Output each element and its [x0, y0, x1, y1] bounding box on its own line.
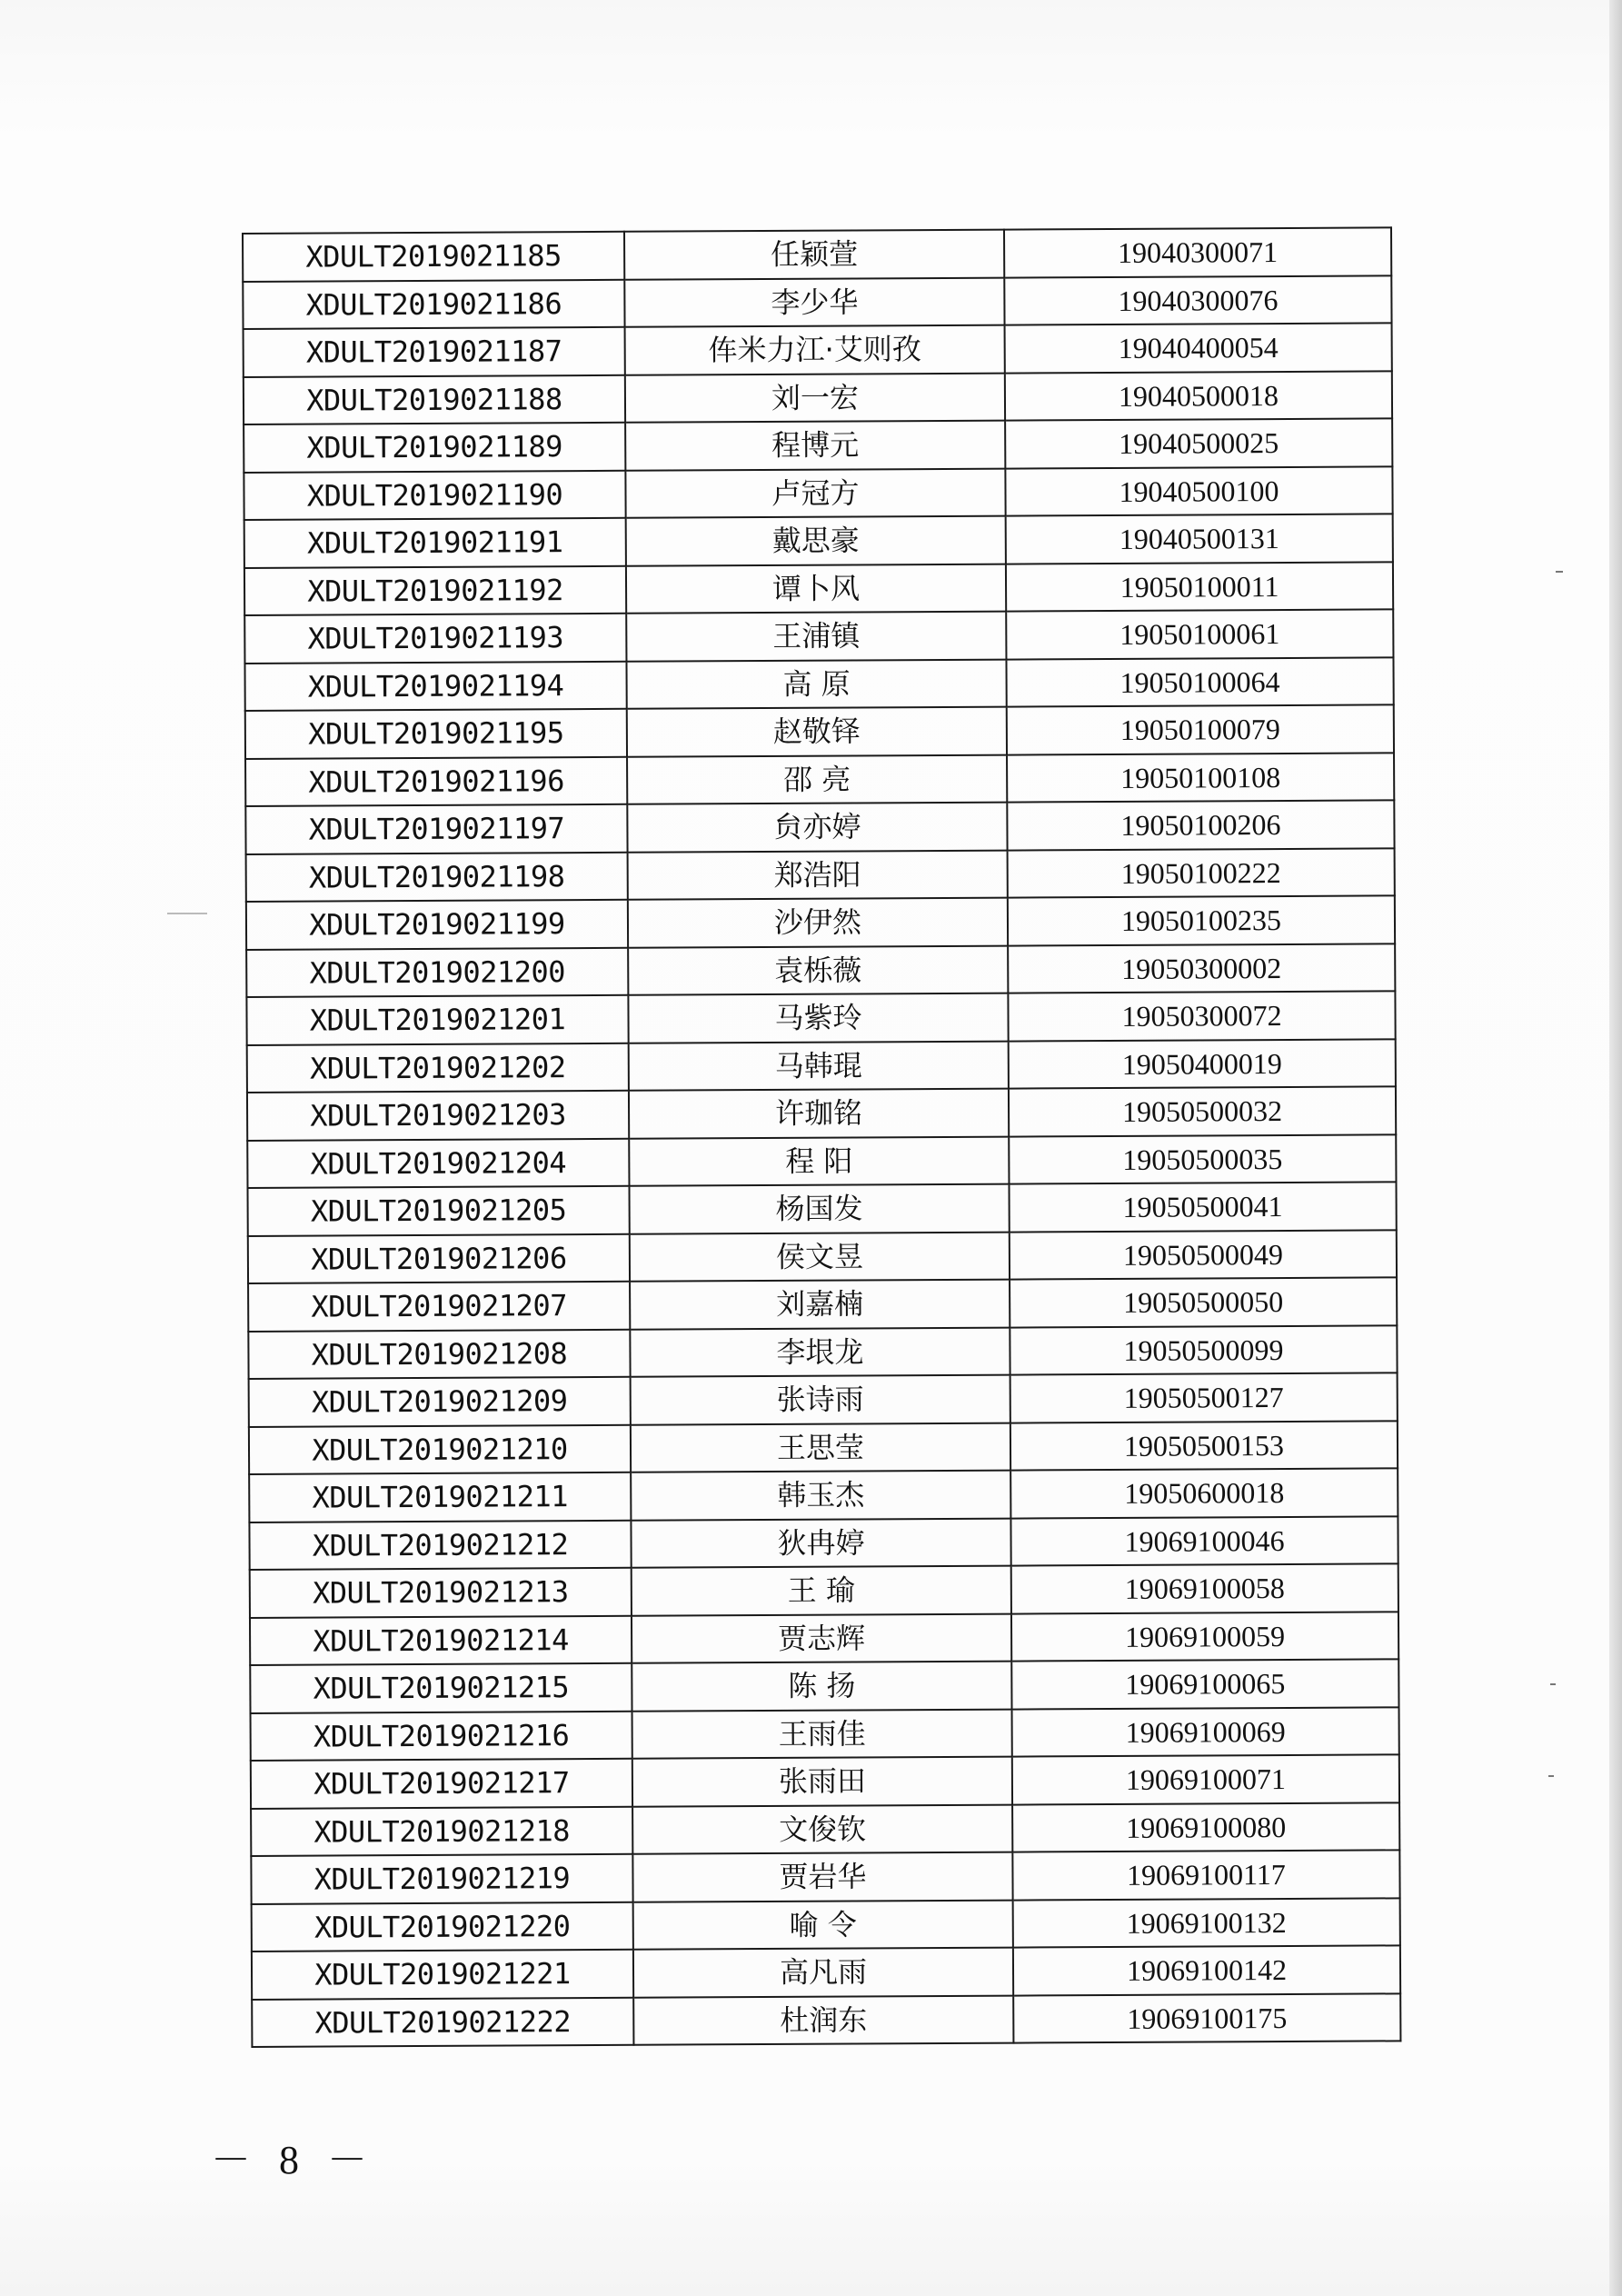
- table-row: [250, 1659, 1398, 1712]
- id-cell: XDULT2019021220: [252, 1902, 633, 1952]
- name-cell: 杜润东: [633, 1995, 1013, 2045]
- table-row: [244, 657, 1393, 711]
- name-cell: 赵敬铎: [627, 707, 1007, 757]
- table-row: [251, 1707, 1399, 1761]
- table-row: [247, 1086, 1396, 1140]
- id-cell: XDULT2019021196: [245, 756, 627, 806]
- table-row: [249, 1373, 1398, 1426]
- table-row: [247, 1039, 1396, 1093]
- id-cell: XDULT2019021187: [244, 327, 625, 377]
- id-cell: XDULT2019021190: [244, 470, 625, 520]
- number-cell: 19069100069: [1012, 1707, 1399, 1757]
- number-cell: 19040500131: [1006, 514, 1393, 564]
- name-cell: 马韩琨: [629, 1041, 1009, 1091]
- id-cell: XDULT2019021197: [245, 804, 627, 854]
- table-row: [246, 943, 1395, 997]
- id-cell: XDULT2019021213: [250, 1568, 632, 1618]
- name-cell: 贾志辉: [632, 1613, 1011, 1663]
- name-cell: 卢冠方: [625, 468, 1005, 518]
- name-cell: 刘一宏: [625, 373, 1005, 423]
- name-cell: 贾岩华: [632, 1852, 1012, 1902]
- number-cell: 19050100064: [1006, 657, 1393, 707]
- id-cell: XDULT2019021216: [251, 1711, 632, 1761]
- id-cell: XDULT2019021214: [250, 1615, 632, 1665]
- table-row: [246, 991, 1395, 1044]
- name-cell: 王雨佳: [632, 1709, 1012, 1759]
- name-cell: 韩玉杰: [631, 1471, 1010, 1521]
- table-row: [251, 1850, 1399, 1903]
- name-cell: 张雨田: [632, 1757, 1012, 1807]
- table-row: [245, 704, 1394, 758]
- number-cell: 19050500049: [1010, 1230, 1397, 1280]
- id-cell: XDULT2019021206: [248, 1233, 630, 1283]
- name-cell: 狄冉婷: [631, 1518, 1010, 1568]
- name-cell: 王浦镇: [626, 612, 1006, 662]
- table-row: [248, 1277, 1397, 1331]
- name-cell: 高凡雨: [633, 1948, 1013, 1998]
- scan-speck: [1556, 571, 1563, 573]
- table-row: [248, 1230, 1397, 1283]
- table-row: [244, 323, 1392, 376]
- paper-edge-shadow: [1609, 0, 1622, 2296]
- name-cell: 文俊钦: [632, 1804, 1012, 1854]
- number-cell: 19050300002: [1008, 943, 1395, 993]
- table-row: [251, 1802, 1399, 1856]
- table-row: [248, 1325, 1397, 1379]
- name-cell: 杨国发: [629, 1184, 1009, 1234]
- number-cell: 19040400054: [1005, 323, 1392, 373]
- number-cell: 19050100235: [1008, 895, 1395, 945]
- number-cell: 19069100059: [1011, 1612, 1398, 1662]
- name-cell: 刘嘉楠: [630, 1280, 1010, 1330]
- table-row: [250, 1612, 1398, 1665]
- number-cell: 19069100175: [1013, 1993, 1400, 2043]
- table-row: [244, 609, 1393, 663]
- name-cell: 王 瑜: [632, 1566, 1011, 1616]
- table-row: [245, 753, 1394, 806]
- name-cell: 任颖萱: [624, 230, 1004, 280]
- number-cell: 19069100132: [1013, 1898, 1400, 1948]
- name-cell: 贠亦婷: [627, 803, 1007, 853]
- name-cell: 程 阳: [629, 1136, 1009, 1186]
- table-row: [249, 1421, 1398, 1474]
- number-cell: 19040300071: [1004, 227, 1391, 277]
- name-cell: 袁栎薇: [628, 945, 1008, 995]
- table-row: [243, 275, 1391, 329]
- name-cell: 郑浩阳: [628, 850, 1008, 900]
- id-cell: XDULT2019021185: [243, 232, 624, 282]
- table-row: [244, 418, 1392, 472]
- name-cell: 程博元: [625, 421, 1005, 471]
- table-row: [244, 562, 1393, 615]
- table-row: [246, 848, 1395, 902]
- table-row: [244, 514, 1393, 567]
- name-cell: 王思莹: [631, 1423, 1010, 1472]
- id-cell: XDULT2019021202: [247, 1043, 629, 1093]
- name-cell: 侯文昱: [630, 1232, 1010, 1282]
- id-cell: XDULT2019021189: [244, 423, 625, 473]
- number-cell: 19050100108: [1007, 753, 1394, 803]
- number-cell: 19050500041: [1009, 1182, 1396, 1232]
- number-cell: 19050600018: [1010, 1468, 1398, 1518]
- id-cell: XDULT2019021195: [245, 709, 627, 759]
- id-cell: XDULT2019021219: [251, 1854, 632, 1904]
- roster-table: [242, 226, 1401, 2048]
- id-cell: XDULT2019021207: [248, 1282, 630, 1332]
- table-row: [244, 466, 1392, 520]
- number-cell: 19040300076: [1004, 275, 1391, 325]
- id-cell: XDULT2019021194: [244, 661, 626, 711]
- table-row: [245, 800, 1394, 854]
- name-cell: 许珈铭: [629, 1089, 1009, 1139]
- id-cell: XDULT2019021200: [246, 947, 628, 997]
- id-cell: XDULT2019021217: [251, 1759, 632, 1809]
- name-cell: 马紫玲: [628, 993, 1008, 1043]
- table-row: [252, 1993, 1400, 2047]
- name-cell: 陈 扬: [632, 1662, 1011, 1712]
- number-cell: 19050400019: [1009, 1039, 1396, 1089]
- name-cell: 戴思豪: [626, 516, 1006, 566]
- table-row: [244, 371, 1392, 424]
- number-cell: 19069100058: [1011, 1563, 1398, 1613]
- table-row: [247, 1134, 1396, 1188]
- number-cell: 19050500099: [1010, 1325, 1397, 1375]
- table-row: [249, 1468, 1398, 1522]
- number-cell: 19069100046: [1010, 1516, 1398, 1566]
- id-cell: XDULT2019021210: [249, 1424, 631, 1474]
- id-cell: XDULT2019021208: [248, 1329, 630, 1379]
- table-row: [246, 895, 1395, 949]
- id-cell: XDULT2019021203: [247, 1091, 629, 1141]
- number-cell: 19069100117: [1012, 1850, 1399, 1900]
- table-row: [248, 1182, 1397, 1235]
- id-cell: XDULT2019021201: [246, 995, 628, 1045]
- id-cell: XDULT2019021209: [249, 1377, 631, 1427]
- id-cell: XDULT2019021193: [244, 614, 626, 664]
- table-row: [251, 1754, 1399, 1808]
- number-cell: 19040500025: [1005, 418, 1392, 468]
- scan-speck: [1550, 1683, 1556, 1685]
- id-cell: XDULT2019021204: [247, 1138, 629, 1188]
- id-cell: XDULT2019021222: [252, 1997, 633, 2047]
- table-row: [243, 227, 1391, 281]
- number-cell: 19050500127: [1010, 1373, 1398, 1423]
- name-cell: 沙伊然: [628, 898, 1008, 948]
- id-cell: XDULT2019021215: [250, 1663, 632, 1713]
- id-cell: XDULT2019021199: [246, 900, 628, 950]
- id-cell: XDULT2019021212: [249, 1520, 631, 1570]
- roster-table-body: [243, 227, 1400, 2047]
- name-cell: 张诗雨: [631, 1375, 1010, 1425]
- name-cell: 邵 亮: [627, 754, 1007, 804]
- table-row: [250, 1563, 1398, 1617]
- scan-speck: [1548, 1775, 1554, 1777]
- id-cell: XDULT2019021218: [251, 1806, 632, 1856]
- page-number: － 8 －: [211, 2138, 376, 2182]
- name-cell: 李少华: [624, 277, 1004, 327]
- name-cell: 高 原: [626, 659, 1006, 709]
- number-cell: 19040500100: [1005, 466, 1392, 516]
- table-row: [252, 1898, 1400, 1952]
- id-cell: XDULT2019021211: [249, 1472, 631, 1522]
- name-cell: 喻 令: [633, 1900, 1013, 1950]
- id-cell: XDULT2019021191: [244, 518, 626, 568]
- id-cell: XDULT2019021188: [244, 374, 625, 424]
- number-cell: 19050500050: [1010, 1277, 1397, 1327]
- number-cell: 19050100011: [1006, 562, 1393, 612]
- number-cell: 19050100061: [1006, 609, 1393, 659]
- table-row: [249, 1516, 1398, 1570]
- scan-speck: [167, 913, 207, 914]
- id-cell: XDULT2019021198: [246, 852, 628, 902]
- number-cell: 19040500018: [1005, 371, 1392, 421]
- number-cell: 19050100206: [1007, 800, 1394, 850]
- number-cell: 19069100065: [1011, 1659, 1398, 1709]
- number-cell: 19050100222: [1008, 848, 1395, 898]
- id-cell: XDULT2019021192: [244, 565, 626, 615]
- number-cell: 19069100071: [1012, 1754, 1399, 1804]
- id-cell: XDULT2019021221: [252, 1950, 633, 2000]
- table-row: [252, 1945, 1400, 1999]
- name-cell: 谭卜风: [626, 564, 1006, 614]
- number-cell: 19050500032: [1009, 1086, 1396, 1136]
- name-cell: 李垠龙: [630, 1327, 1010, 1377]
- number-cell: 19069100142: [1013, 1945, 1400, 1995]
- number-cell: 19069100080: [1012, 1802, 1399, 1852]
- id-cell: XDULT2019021186: [243, 279, 624, 329]
- number-cell: 19050500153: [1010, 1421, 1398, 1471]
- id-cell: XDULT2019021205: [248, 1186, 630, 1236]
- number-cell: 19050100079: [1007, 704, 1394, 754]
- name-cell: 伡米力江·艾则孜: [625, 325, 1005, 375]
- number-cell: 19050300072: [1008, 991, 1395, 1041]
- number-cell: 19050500035: [1009, 1134, 1396, 1184]
